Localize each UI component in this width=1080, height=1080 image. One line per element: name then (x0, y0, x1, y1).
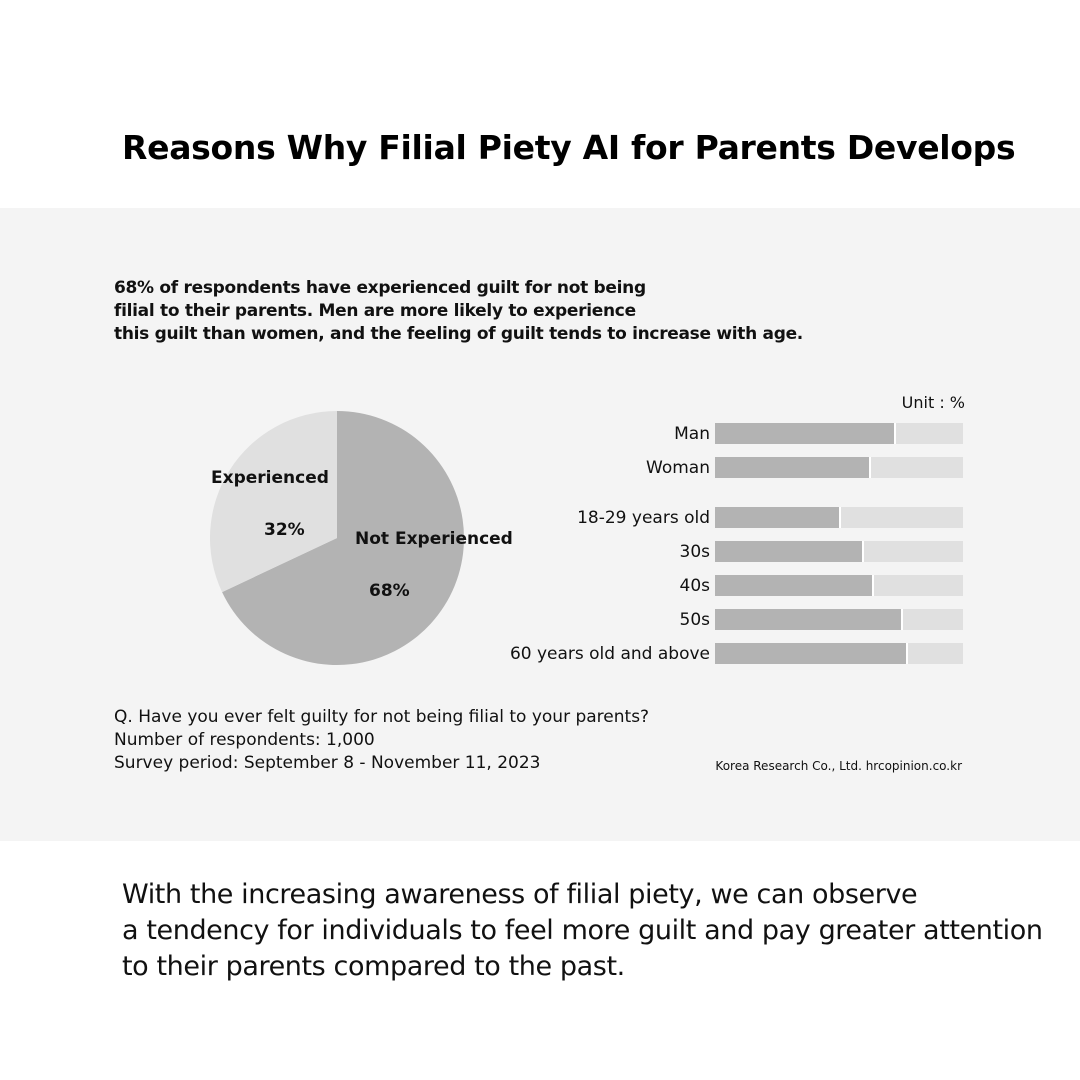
bar-category-label: 60 years old and above (509, 643, 710, 664)
survey-question: Q. Have you ever felt guilty for not being filial to your parents? (114, 707, 650, 727)
bar-fill (715, 423, 896, 444)
summary-line: this guilt than women, and the feeling of guilt tends to increase with age. (114, 324, 803, 344)
bar-category-label: 50s (679, 609, 710, 630)
summary-line: filial to their parents. Men are more likely to experience (114, 301, 636, 321)
bar-fill (715, 643, 908, 664)
pie-label-experienced: Experienced (211, 468, 329, 488)
conclusion-text (122, 877, 1043, 985)
bar-row (480, 507, 965, 528)
page-title: Reasons Why Filial Piety AI for Parents Develops (122, 128, 1016, 167)
bar-fill (715, 541, 864, 562)
survey-info (114, 706, 649, 775)
bar-category-label: Woman (646, 457, 710, 478)
survey-period: Survey period: September 8 - November 11, 2023 (114, 753, 541, 773)
bar-row (480, 541, 965, 562)
bar-track (715, 609, 963, 630)
unit-label: Unit : % (901, 393, 965, 412)
source-credit: Korea Research Co., Ltd. hrcopinion.co.kr (715, 759, 962, 773)
summary-text (114, 277, 803, 346)
bar-row (480, 575, 965, 596)
survey-respondents: Number of respondents: 1,000 (114, 730, 375, 750)
bar-category-label: 40s (679, 575, 710, 596)
bar-track (715, 575, 963, 596)
bar-fill (715, 609, 903, 630)
bar-track (715, 643, 963, 664)
bar-row (480, 423, 965, 444)
conclusion-line: to their parents compared to the past. (122, 951, 625, 982)
conclusion-line: a tendency for individuals to feel more guilt and pay greater attention (122, 915, 1043, 946)
bar-fill (715, 457, 871, 478)
bar-category-label: 30s (679, 541, 710, 562)
pie-value-experienced: 32% (264, 520, 305, 540)
bar-fill (715, 575, 874, 596)
bar-track (715, 507, 963, 528)
summary-line: 68% of respondents have experienced guilt for not being (114, 278, 646, 298)
bar-category-label: 18-29 years old (577, 507, 710, 528)
bar-row (480, 609, 965, 630)
bar-fill (715, 507, 841, 528)
bar-row (480, 643, 965, 664)
bar-chart (480, 423, 965, 673)
bar-category-label: Man (674, 423, 710, 444)
pie-label-not-experienced: Not Experienced (355, 529, 513, 549)
bar-track (715, 541, 963, 562)
bar-track (715, 423, 963, 444)
bar-row (480, 457, 965, 478)
pie-value-not-experienced: 68% (369, 581, 410, 601)
conclusion-line: With the increasing awareness of filial piety, we can observe (122, 879, 918, 910)
bar-track (715, 457, 963, 478)
